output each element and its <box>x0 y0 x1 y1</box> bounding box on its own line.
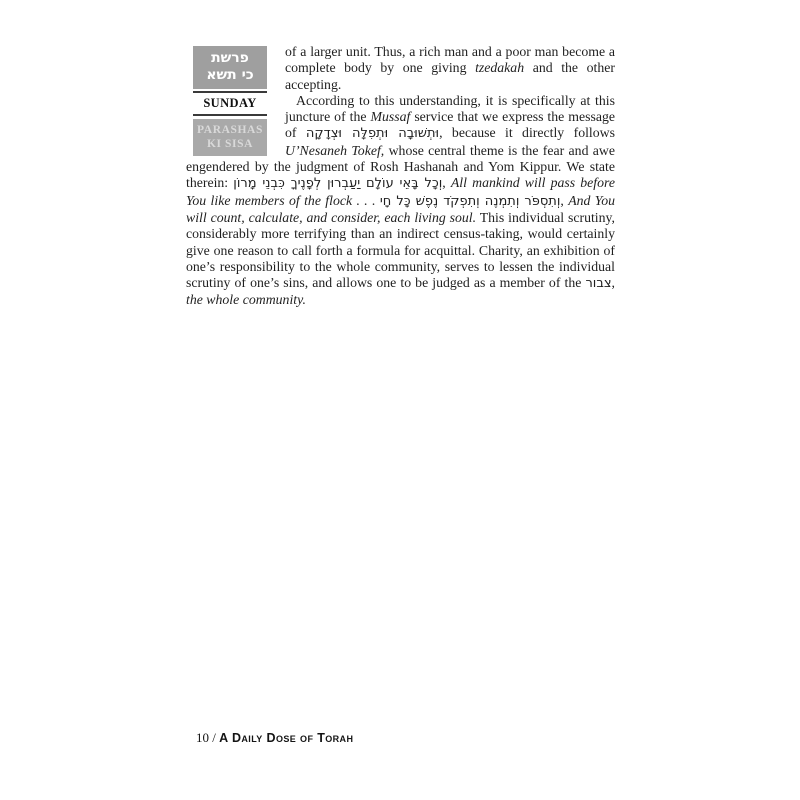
text-segment: , <box>560 192 569 208</box>
footer-separator: / <box>209 730 220 745</box>
hebrew-phrase: צבור <box>585 276 612 292</box>
text-segment: of a larger unit. Thus, a rich man and a poor man become a complete body by one giving <box>285 44 615 76</box>
parashah-hebrew-box <box>193 46 267 89</box>
italic-text: tzedakah <box>475 60 525 76</box>
hebrew-phrase: וְתִסְפֹּר וְתִמְנֶה וְתִפְקֹד נֶפֶשׁ כָּל חָי <box>379 193 561 209</box>
text-segment: and the other accepting. <box>285 60 615 92</box>
italic-text: And You will count, calculate, and consider, each living soul. <box>186 192 615 225</box>
italic-text: Mussaf <box>370 109 411 125</box>
parashah-english-line1: PARASHAS <box>197 124 263 137</box>
italic-text: the whole community. <box>186 292 306 308</box>
text-segment: According to this understanding, it is specifically at this juncture of the <box>285 92 615 125</box>
page-number: 10 <box>196 730 209 745</box>
italic-text: U’Nesaneh Tokef, <box>285 142 385 158</box>
text-segment: , because it directly follows <box>439 125 615 141</box>
page-content <box>186 44 615 309</box>
parashah-hebrew-line2: כי תשא <box>206 67 254 83</box>
text-segment: service that we express the message of <box>285 109 615 141</box>
text-segment: This individual scrutiny, considerably more terrifying than an indirect census-taking, would certainly give one reason to call forth a formula for acquittal. Charity, an exhibition of one’s responsibility to the whole community, serves to lessen the individual scrutiny of one’s sins, and allows one to be judged as a member of the <box>186 209 615 291</box>
text-segment: , <box>611 275 615 291</box>
parashah-english-line2: KI SISA <box>206 138 254 151</box>
page-footer <box>196 730 353 746</box>
parashah-sidebar <box>186 44 285 156</box>
hebrew-phrase: וְכָל בָּאֵי עוֹלָם יַעַבְרוּן לְפָנֶיךָ כִּבְנֵי מָרוֹן <box>233 176 443 192</box>
text-segment: whose central theme is the fear and awe engendered by the judgment of Rosh Hashanah and Yom Kippur. We state therein: <box>186 142 616 191</box>
parashah-english-box <box>193 119 267 156</box>
text-segment: , <box>442 175 451 191</box>
book-title: A Daily Dose of Torah <box>219 731 354 745</box>
parashah-hebrew-line1: פרשת <box>211 50 249 66</box>
hebrew-phrase: וּתְשׁוּבָה וּתְפִלָּה וּצְדָקָה <box>305 126 440 142</box>
parashah-sidebar-inner <box>193 46 267 156</box>
italic-text: All mankind will pass before You like members of the flock . . . <box>186 175 615 208</box>
day-label: SUNDAY <box>193 91 267 116</box>
